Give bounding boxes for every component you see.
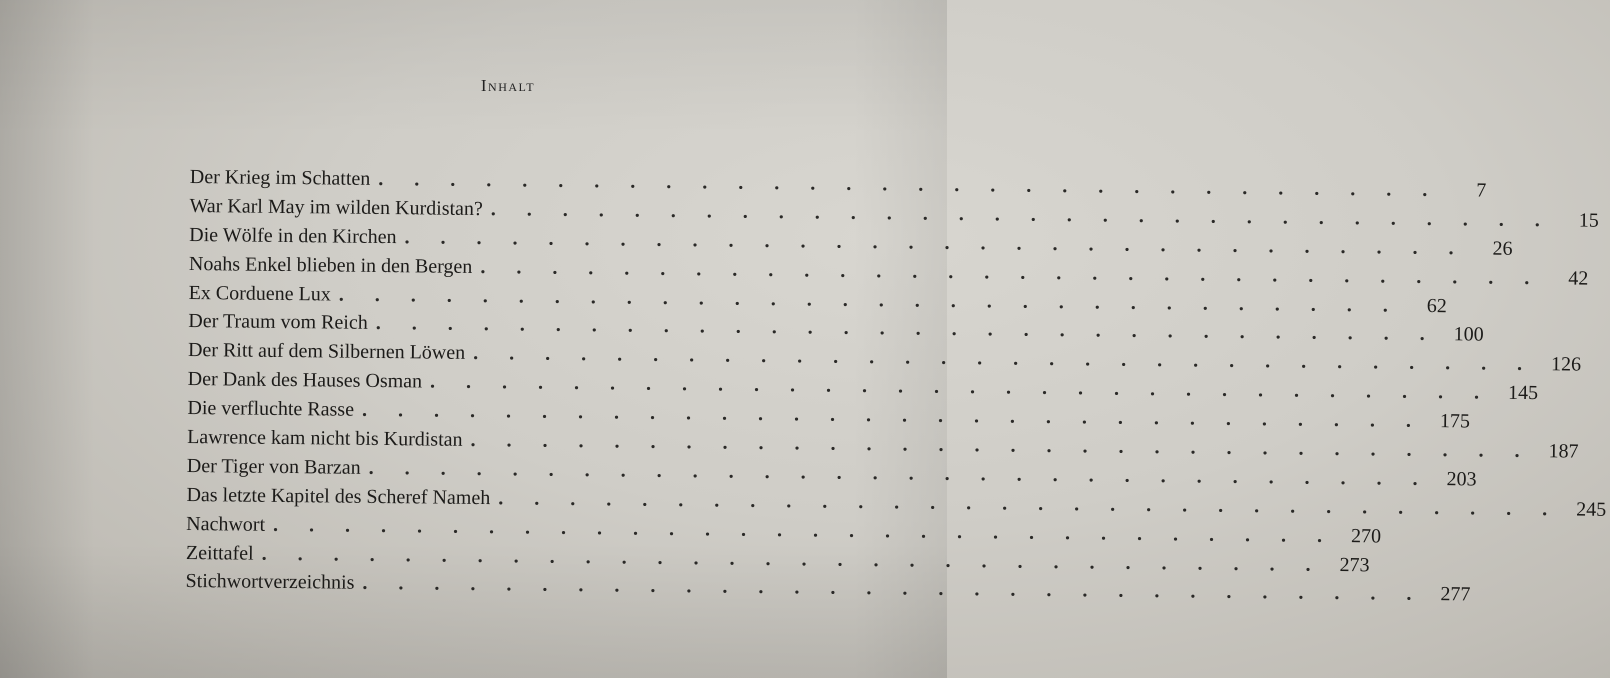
- toc-entry-page: 62: [1426, 294, 1447, 317]
- toc-entry-title: War Karl May im wilden Kurdistan?: [189, 194, 483, 220]
- toc-entry-title: Lawrence kam nicht bis Kurdistan: [187, 426, 463, 451]
- dot-leader: . . . . . . . . . . . . . . . . . . . . . . . . . . . . . .: [473, 342, 1536, 376]
- dot-leader: . . . . . . . . . . . . . . . . . . . . . . . . . . . . . .: [362, 572, 1425, 606]
- toc-entry-page: 273: [1339, 553, 1370, 576]
- dot-leader: . . . . . . . . . . . . . . . . . . . . . . . . . . . . . .: [490, 198, 1553, 232]
- toc-entry-page: 7: [1476, 179, 1487, 202]
- toc-entry-page: 15: [1578, 209, 1599, 232]
- dot-leader: . . . . . . . . . . . . . . . . . . . . . . . . . . . . . .: [404, 226, 1467, 260]
- dot-leader: . . . . . . . . . . . . . . . . . . . . . . . . . . . . . .: [361, 398, 1425, 433]
- toc-entry-page: 100: [1453, 323, 1484, 347]
- toc-entry-page: 145: [1507, 382, 1539, 405]
- toc-entry-title: Der Dank des Hauses Osman: [187, 368, 423, 393]
- toc-entry-page: 26: [1492, 237, 1513, 260]
- toc-entry-title: Die Wölfe in den Kirchen: [189, 223, 397, 248]
- dot-leader: . . . . . . . . . . . . . . . . . . . . . . . . . . . . . .: [375, 312, 1438, 346]
- toc-entry-title: Der Ritt auf dem Silbernen Löwen: [187, 339, 466, 365]
- toc-entry-title: Das letzte Kapitel des Scheref Nameh: [186, 483, 491, 509]
- dot-leader: . . . . . . . . . . . . . . . . . . . . . . . . . . . . . .: [261, 542, 1324, 576]
- dot-leader: . . . . . . . . . . . . . . . . . . . . . . . . . . . . . .: [272, 513, 1336, 547]
- dot-leader: . . . . . . . . . . . . . . . . . . . . . . . . . . . . . .: [429, 370, 1493, 404]
- dot-leader: . . . . . . . . . . . . . . . . . . . . . . . . . . . . . .: [470, 428, 1533, 463]
- page-title: Inhalt: [480, 76, 536, 95]
- dot-leader: . . . . . . . . . . . . . . . . . . . . . . . . . . . . . .: [368, 456, 1431, 490]
- dot-leader: . . . . . . . . . . . . . . . . . . . . . . . . . . . . . .: [338, 283, 1401, 317]
- dot-leader: . . . . . . . . . . . . . . . . . . . . . . . . . . . . . .: [480, 255, 1543, 289]
- toc-entry-page: 42: [1568, 267, 1589, 290]
- toc-entry: [185, 567, 1471, 606]
- toc-entry-title: Ex Corduene Lux: [188, 281, 331, 306]
- toc-entry-title: Stichwortverzeichnis: [185, 570, 355, 595]
- toc-entry-title: Noahs Enkel blieben in den Bergen: [188, 252, 473, 278]
- dot-leader: . . . . . . . . . . . . . . . . . . . . . . . . . . . . . .: [498, 487, 1561, 521]
- toc-entry-title: Der Tiger von Barzan: [186, 454, 361, 479]
- toc-entry-page: 277: [1440, 583, 1471, 606]
- toc-entry-page: 245: [1576, 498, 1607, 521]
- table-of-contents: [185, 163, 1607, 606]
- toc-entry-page: 187: [1548, 440, 1579, 463]
- dot-leader: . . . . . . . . . . . . . . . . . . . . . . . . . . . . . .: [378, 167, 1441, 202]
- toc-entry-title: Der Traum vom Reich: [188, 310, 368, 335]
- toc-entry-title: Zeittafel: [185, 541, 254, 565]
- toc-entry-title: Nachwort: [186, 512, 266, 536]
- toc-entry-page: 126: [1551, 353, 1582, 376]
- toc-entry-title: Die verfluchte Rasse: [187, 397, 355, 421]
- toc-entry-page: 175: [1439, 410, 1471, 433]
- toc-entry-page: 203: [1446, 468, 1477, 491]
- toc-entry-title: Der Krieg im Schatten: [189, 165, 371, 190]
- toc-entry-page: 270: [1350, 524, 1382, 548]
